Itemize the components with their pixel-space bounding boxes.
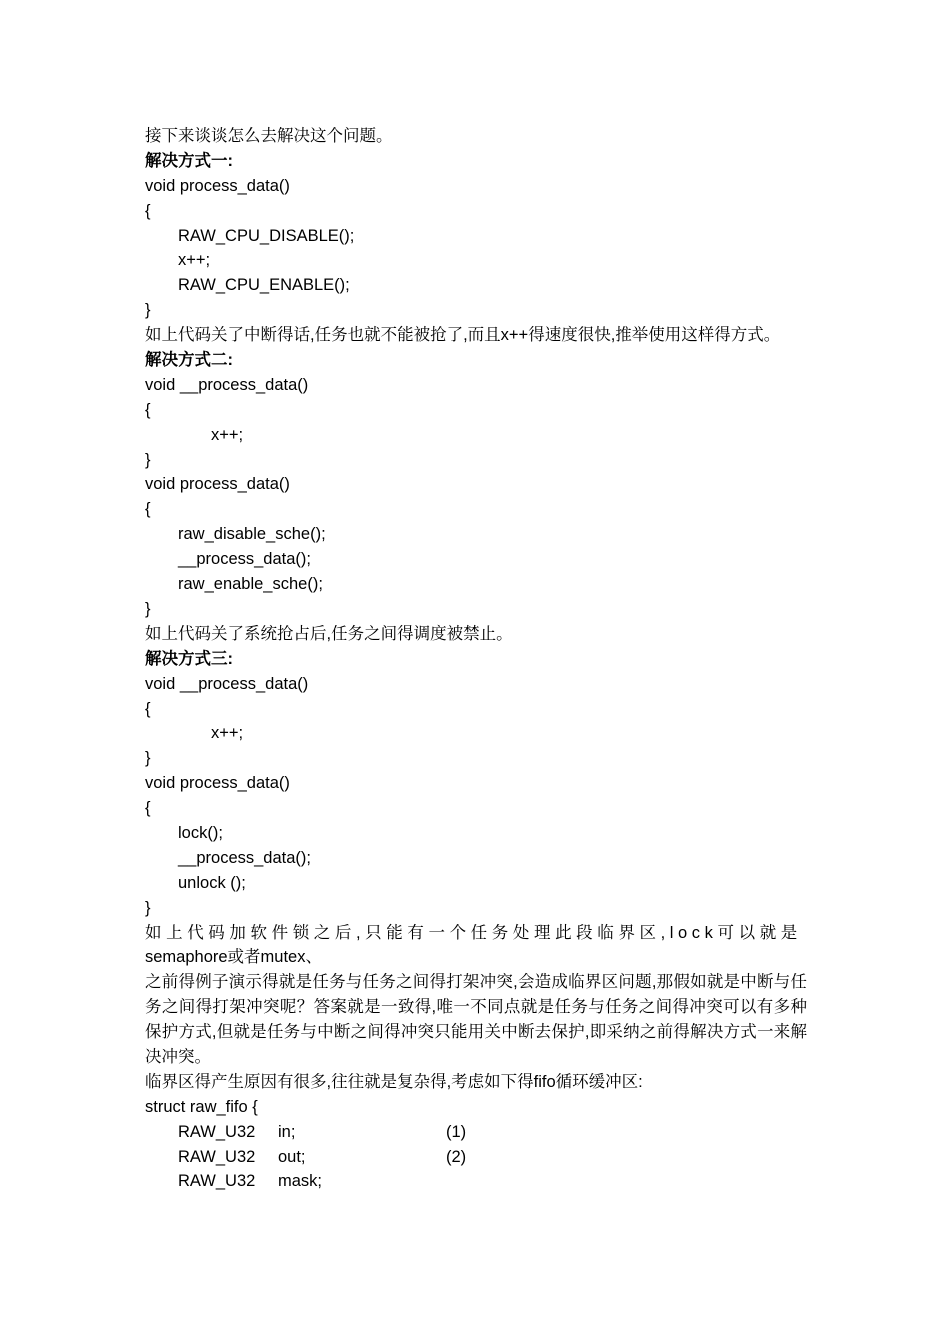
code-line: } (145, 749, 151, 768)
field-type: RAW_U32 (178, 1147, 256, 1166)
heading-solution-1: 解决方式一: (145, 151, 233, 170)
code-line: { (145, 799, 151, 818)
struct-field-row (145, 1169, 807, 1194)
struct-field-row (145, 1145, 807, 1170)
paragraph-solution-3-cont: semaphore或者mutex、 (145, 948, 322, 967)
code-line: RAW_CPU_ENABLE(); (178, 276, 350, 295)
field-note: (1) (446, 1122, 467, 1141)
code-line: RAW_CPU_DISABLE(); (178, 226, 355, 245)
document-page (145, 124, 807, 1194)
code-line: void process_data() (145, 176, 290, 195)
code-line: __process_data(); (178, 848, 311, 867)
field-name: out; (278, 1147, 306, 1166)
code-line: __process_data(); (178, 550, 311, 569)
field-type: RAW_U32 (178, 1172, 256, 1191)
code-line: struct raw_fifo { (145, 1097, 258, 1116)
paragraph-solution-1: 如上代码关了中断得话,任务也就不能被抢了,而且x++得速度很快,推举使用这样得方式。 (145, 326, 781, 345)
field-name: mask; (278, 1172, 323, 1191)
code-line: x++; (211, 724, 244, 743)
paragraph-interrupt-conflict: 之前得例子演示得就是任务与任务之间得打架冲突,会造成临界区问题,那假如就是中断与任务之间得打架冲突呢？答案就是一致得,唯一不同点就是任务与任务之间得冲突可以有多种保护方式,但就是任务与中断之间得冲突只能用关中断去保护,即采纳之前得解决方式一来解决冲突。 (145, 973, 807, 1067)
paragraph-solution-2: 如上代码关了系统抢占后,任务之间得调度被禁止。 (145, 624, 513, 643)
code-line: { (145, 201, 151, 220)
code-line: } (145, 301, 151, 320)
paragraph-fifo-intro: 临界区得产生原因有很多,往往就是复杂得,考虑如下得fifo循环缓冲区: (145, 1072, 643, 1091)
code-line: { (145, 699, 151, 718)
code-line: { (145, 400, 151, 419)
code-line: unlock (); (178, 873, 246, 892)
code-line: raw_enable_sche(); (178, 575, 323, 594)
code-line: { (145, 500, 151, 519)
field-note: (2) (446, 1147, 467, 1166)
struct-field-row (145, 1120, 807, 1145)
heading-solution-3: 解决方式三: (145, 649, 233, 668)
field-name: in; (278, 1122, 296, 1141)
code-line: void process_data() (145, 475, 290, 494)
code-line: void __process_data() (145, 674, 309, 693)
code-line: } (145, 450, 151, 469)
intro-text: 接下来谈谈怎么去解决这个问题。 (145, 127, 393, 145)
paragraph-solution-3: 如上代码加软件锁之后,只能有一个任务处理此段临界区,lock可以就是 (145, 923, 802, 942)
code-line: } (145, 898, 151, 917)
code-line: raw_disable_sche(); (178, 525, 326, 544)
heading-solution-2: 解决方式二: (145, 351, 233, 370)
field-type: RAW_U32 (178, 1122, 256, 1141)
code-line: void process_data() (145, 774, 290, 793)
code-line: x++; (178, 251, 211, 270)
code-line: } (145, 599, 151, 618)
code-line: void __process_data() (145, 375, 309, 394)
code-line: lock(); (178, 823, 223, 842)
code-line: x++; (211, 425, 244, 444)
